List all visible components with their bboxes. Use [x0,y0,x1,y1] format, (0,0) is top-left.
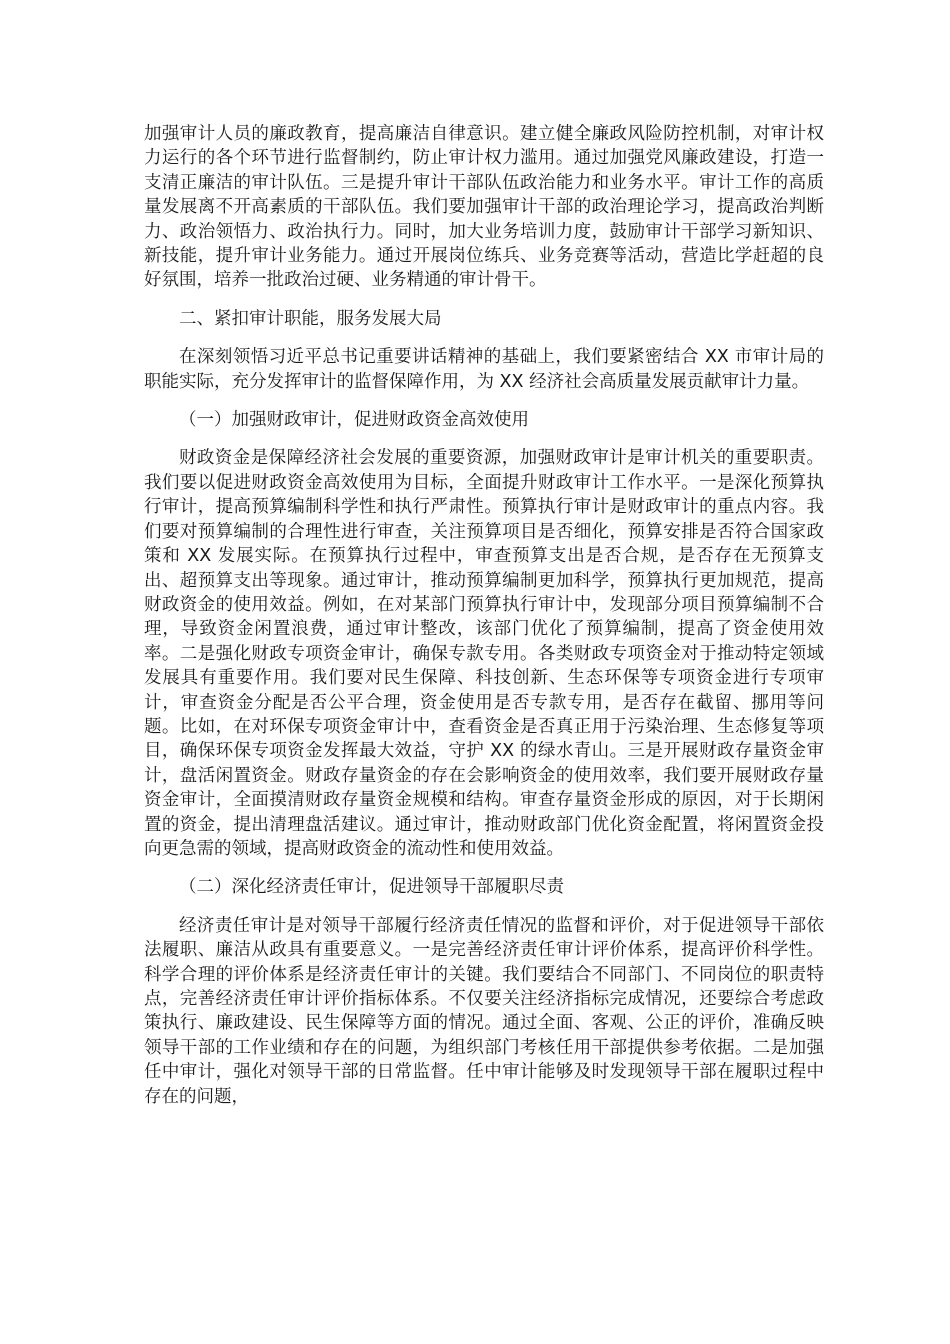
body-paragraph-1: 加强审计人员的廉政教育，提高廉洁自律意识。建立健全廉政风险防控机制，对审计权力运行的各个环节进行监督制约，防止审计权力滥用。通过加强党风廉政建设，打造一支清正廉洁的审计队伍。三是提升审计干部队伍政治能力和业务水平。审计工作的高质量发展离不开高素质的干部队伍。我们要加强审计干部的政治理论学习，提高政治判断力、政治领悟力、政治执行力。同时，加大业务培训力度，鼓励审计干部学习新知识、新技能，提升审计业务能力。通过开展岗位练兵、业务竞赛等活动，营造比学赶超的良好氛围，培养一批政治过硬、业务精通的审计骨干。 [144,124,824,291]
body-paragraph-4: 经济责任审计是对领导干部履行经济责任情况的监督和评价，对于促进领导干部依法履职、廉洁从政具有重要意义。一是完善经济责任审计评价体系，提高评价科学性。科学合理的评价体系是经济责任审计的关键。我们要结合不同部门、不同岗位的职责特点，完善经济责任审计评价指标体系。不仅要关注经济指标完成情况，还要综合考虑政策执行、廉政建设、民生保障等方面的情况。通过全面、客观、公正的评价，准确反映领导干部的工作业绩和存在的问题，为组织部门考核任用干部提供参考依据。二是加强任中审计，强化对领导干部的日常监督。任中审计能够及时发现领导干部在履职过程中存在的问题， [144,915,824,1107]
subsection-heading-2-1: （一）加强财政审计，促进财政资金高效使用 [179,410,529,431]
paragraph-gap [144,394,824,408]
section-heading-2: 二、紧扣审计职能，服务发展大局 [179,308,442,329]
paragraph-gap [144,900,824,914]
body-paragraph-2: 在深刻领悟习近平总书记重要讲话精神的基础上，我们要紧密结合 XX 市审计局的职能实际，充分发挥审计的监督保障作用，为 XX 经济社会高质量发展贡献审计力量。 [144,347,824,392]
subsection-heading-2-2: （二）深化经济责任审计，促进领导干部履职尽责 [179,877,564,898]
body-paragraph-3: 财政资金是保障经济社会发展的重要资源，加强财政审计是审计机关的重要职责。我们要以促进财政资金高效使用为目标，全面提升财政审计工作水平。一是深化预算执行审计，提高预算编制科学性和执行严肃性。预算执行审计是财政审计的重点内容。我们要对预算编制的合理性进行审查，关注预算项目是否细化，预算安排是否符合国家政策和 XX 发展实际。在预算执行过程中，审查预算支出是否合规，是否存在无预算支出、超预算支出等现象。通过审计，推动预算编制更加科学，预算执行更加规范，提高财政资金的使用效益。例如，在对某部门预算执行审计中，发现部分项目预算编制不合理，导致资金闲置浪费，通过审计整改，该部门优化了预算编制，提高了资金使用效率。二是强化财政专项资金审计，确保专款专用。各类财政专项资金对于推动特定领域发展具有重要作用。我们要对民生保障、科技创新、生态环保等专项资金进行专项审计，审查资金分配是否公平合理，资金使用是否专款专用，是否存在截留、挪用等问题。比如，在对环保专项资金审计中，查看资金是否真正用于污染治理、生态修复等项目，确保环保专项资金发挥最大效益，守护 XX 的绿水青山。三是开展财政存量资金审计，盘活闲置资金。财政存量资金的存在会影响资金的使用效率，我们要开展财政存量资金审计，全面摸清财政存量资金规模和结构。审查存量资金形成的原因，对于长期闲置的资金，提出清理盘活建议。通过审计，推动财政部门优化资金配置，将闲置资金投向更急需的领域，提高财政资金的流动性和使用效益。 [144,448,824,859]
paragraph-gap [144,432,824,446]
paragraph-gap [144,861,824,875]
paragraph-gap [144,331,824,345]
document-page [144,122,824,1109]
paragraph-gap [144,293,824,307]
